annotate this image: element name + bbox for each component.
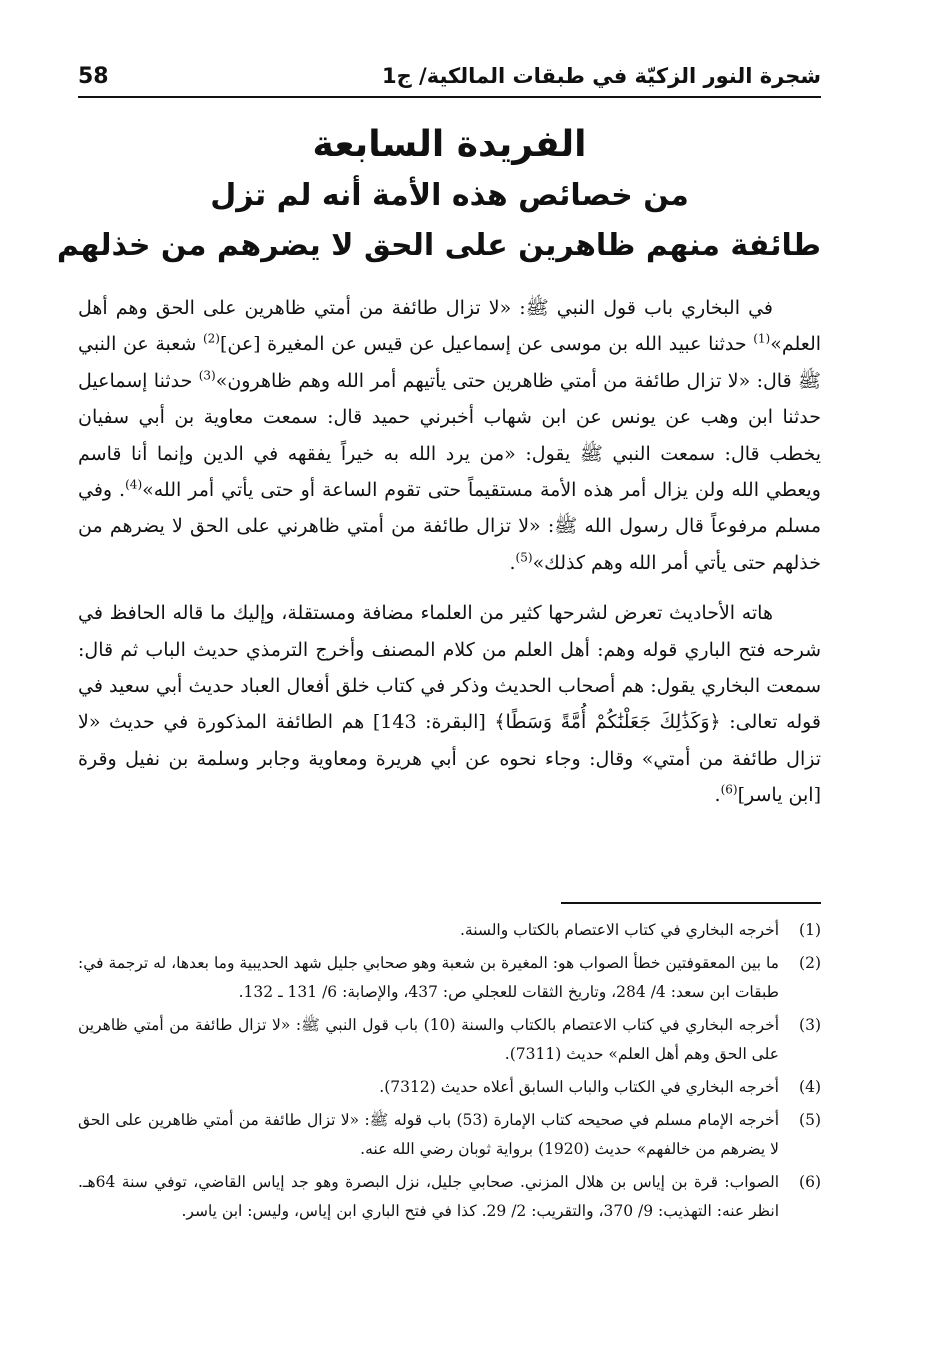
paragraph-1-text-2: حدثنا عبيد الله بن موسى عن إسماعيل عن قيس عن المغيرة [عن]	[219, 333, 754, 356]
paragraph-1-text-1: في البخاري باب قول النبي ﷺ: «لا تزال طائفة من أمتي ظاهرين على الحق وهم أهل العلم»	[78, 297, 822, 356]
footnote-ref-1: (1)	[753, 332, 771, 347]
body-text	[78, 290, 821, 828]
footnote-ref-5: (5)	[515, 550, 533, 565]
footnotes	[78, 916, 821, 1230]
footnote-number: (3)	[799, 1016, 821, 1034]
section-title: الفريدة السابعة	[312, 124, 587, 165]
footnote-text: أخرجه البخاري في كتاب الاعتصام بالكتاب والسنة.	[459, 921, 779, 939]
running-title: شجرة النور الزكيّة في طبقات المالكية/ ج1	[381, 64, 821, 88]
section-subtitle-line-1: من خصائص هذه الأمة أنه لم تزل	[210, 178, 689, 213]
paragraph-2	[78, 595, 821, 813]
footnote-text: الصواب: قرة بن إياس بن هلال المزني. صحابي جليل، نزل البصرة وهو جد إياس القاضي، توفي سنة 64هـ. انظر عنه: التهذيب: 9/ 370، والتقريب: 2/ 29. كذا في فتح الباري ابن إياس، وليس: ابن ياسر.	[78, 1173, 779, 1220]
paragraph-2-text-1: هاته الأحاديث تعرض لشرحها كثير من العلماء مضافة ومستقلة، وإليك ما قاله الحافظ في شرحه فتح الباري قوله وهم: أهل العلم من كلام المصنف وأخرج الترمذي حديث الباب ثم قال: سمعت البخاري يقول: هم أصحاب الحديث وذكر في كتاب خلق أفعال العباد حديث أبي سعيد في قوله تعالى: ﴿وَكَذَٰلِكَ جَعَلْنَٰكُمْ أُمَّةً وَسَطًا﴾ [البقرة: 143] هم الطائفة المذكورة في حديث «لا تزال طائفة من أمتي» وقال: وجاء نحوه عن أبي هريرة ومعاوية وجابر وسلمة بن نفيل وقرة [ابن ياسر]	[78, 602, 822, 807]
footnote-3	[78, 1011, 821, 1069]
footnote-text: ما بين المعقوفتين خطأ الصواب هو: المغيرة بن شعبة وهو صحابي جليل شهد الحديبية وما بعدها، له ترجمة في: طبقات ابن سعد: 4/ 284، وتاريخ الثقات للعجلي ص: 437، والإصابة: 6/ 131 ـ 132.	[78, 954, 779, 1001]
footnote-text: أخرجه البخاري في كتاب الاعتصام بالكتاب والسنة (10) باب قول النبي ﷺ: «لا تزال طائفة من أمتي ظاهرين على الحق وهم أهل العلم» حديث (7311).	[78, 1016, 780, 1063]
paragraph-2-text-2: .	[714, 784, 721, 807]
running-header	[78, 60, 821, 98]
footnote-number: (6)	[799, 1173, 821, 1191]
paragraph-1-text-5: . وفي مسلم مرفوعاً قال رسول الله ﷺ: «لا تزال طائفة من أمتي ظاهرني على الحق لا يضرهم من خذلهم حتى يأتي أمر الله وهم كذلك»	[78, 479, 821, 574]
footnote-number: (2)	[799, 954, 821, 972]
footnote-separator	[561, 902, 821, 904]
footnote-number: (1)	[799, 921, 821, 939]
page-number: 58	[78, 64, 109, 89]
paragraph-1-text-3: شعبة عن النبي ﷺ قال: «لا تزال طائفة من أمتي ظاهرين حتى يأتيهم أمر الله وهم ظاهرون»	[78, 333, 821, 392]
footnote-ref-3: (3)	[198, 368, 216, 383]
paragraph-1-text-4: حدثنا إسماعيل حدثنا ابن وهب عن يونس عن ابن شهاب أخبرني حميد قال: سمعت معاوية بن أبي سفيان يخطب قال: سمعت النبي ﷺ يقول: «من يرد الله به خيراً يفقهه في الدين وإنما أنا قاسم ويعطي الله ولن يزال أمر هذه الأمة مستقيماً حتى تقوم الساعة أو حتى يأتي أمر الله»	[78, 369, 821, 502]
footnote-2	[78, 949, 821, 1007]
section-subtitle-line-2: طائفة منهم ظاهرين على الحق لا يضرهم من خذلهم	[56, 228, 821, 263]
footnote-ref-6: (6)	[720, 782, 738, 797]
paragraph-1	[78, 290, 821, 581]
footnote-number: (4)	[799, 1078, 821, 1096]
footnote-5	[78, 1106, 821, 1164]
paragraph-1-text-6: .	[509, 551, 516, 574]
footnote-ref-2: (2)	[202, 332, 220, 347]
footnote-6	[78, 1168, 821, 1226]
footnote-1	[78, 916, 821, 945]
footnote-number: (5)	[799, 1111, 821, 1129]
footnote-text: أخرجه الإمام مسلم في صحيحه كتاب الإمارة (53) باب قوله ﷺ: «لا تزال طائفة من أمتي ظاهرين على الحق لا يضرهم من خالفهم» حديث (1920) برواية ثوبان رضي الله عنه.	[78, 1111, 780, 1158]
footnote-ref-4: (4)	[125, 477, 143, 492]
footnote-4	[78, 1073, 821, 1102]
footnote-text: أخرجه البخاري في الكتاب والباب السابق أعلاه حديث (7312).	[379, 1078, 779, 1096]
